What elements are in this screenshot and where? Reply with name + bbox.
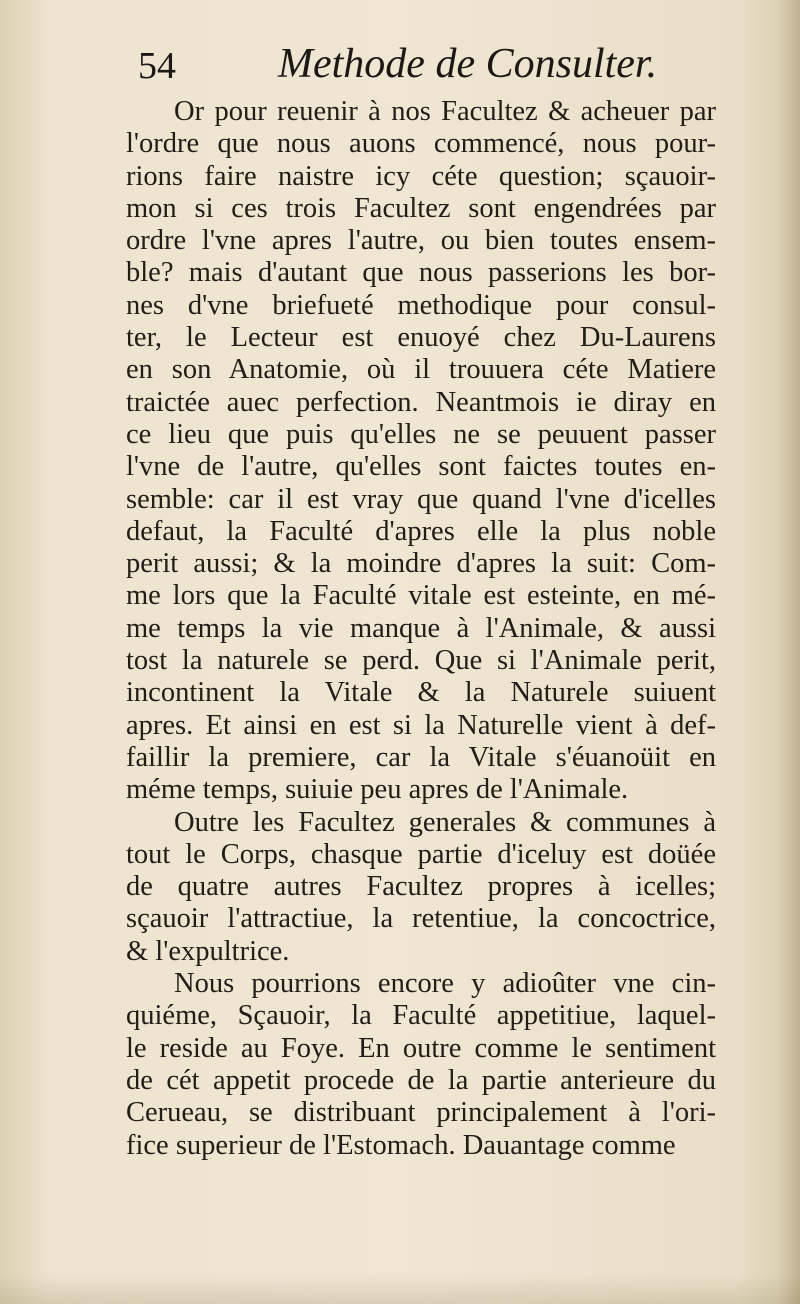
text-line: l'ordre que nous auons commencé, nous pour-	[126, 128, 716, 160]
text-line: de cét appetit procede de la partie anterieure du	[126, 1064, 716, 1096]
text-line: le reside au Foye. En outre comme le sentiment	[126, 1032, 716, 1064]
running-title: Methode de Consulter.	[278, 41, 658, 87]
text-line: tout le Corps, chasque partie d'iceluy est doüée	[126, 838, 716, 870]
page-bottom-shadow	[0, 1274, 800, 1304]
page-number: 54	[138, 45, 176, 87]
text-line: quiéme, Sçauoir, la Faculté appetitiue, laquel-	[126, 1000, 716, 1032]
text-line: Cerueau, se distribuant principalement à l'ori-	[126, 1097, 716, 1129]
body-text	[126, 96, 716, 1162]
text-line: perit aussi; & la moindre d'apres la suit: Com-	[126, 548, 716, 580]
text-line: & l'expultrice.	[126, 935, 290, 967]
text-line: mon si ces trois Facultez sont engendrées par	[126, 192, 716, 224]
text-line: ter, le Lecteur est enuoyé chez Du-Laurens	[126, 322, 716, 354]
text-line: defaut, la Faculté d'apres elle la plus noble	[126, 515, 716, 547]
text-line: ordre l'vne apres l'autre, ou bien toutes ensem-	[126, 225, 716, 257]
text-line: en son Anatomie, où il trouuera céte Matiere	[126, 354, 716, 386]
text-line: ce lieu que puis qu'elles ne se peuuent passer	[126, 418, 716, 450]
text-line: sçauoir l'attractiue, la retentiue, la concoctrice,	[126, 903, 716, 935]
paragraph	[126, 968, 716, 1162]
text-line: tost la naturele se perd. Que si l'Animale perit,	[126, 645, 716, 677]
text-line: semble: car il est vray que quand l'vne d'icelles	[126, 483, 716, 515]
text-line: Or pour reuenir à nos Facultez & acheuer par	[174, 96, 716, 127]
text-line: nes d'vne briefueté methodique pour consul-	[126, 289, 716, 321]
text-line: faillir la premiere, car la Vitale s'éuanoüit en	[126, 741, 716, 773]
text-line: incontinent la Vitale & la Naturele suiuent	[126, 677, 716, 709]
text-line: traictée auec perfection. Neantmois ie diray en	[126, 386, 716, 418]
text-line: rions faire naistre icy céte question; sçauoir-	[126, 160, 716, 192]
text-line: fice superieur de l'Estomach. Dauantage comme	[126, 1129, 676, 1161]
page-header	[138, 40, 658, 100]
text-line: me temps la vie manque à l'Animale, & aussi	[126, 612, 716, 644]
text-line: me lors que la Faculté vitale est esteinte, en mé-	[126, 580, 716, 612]
page-edge-shadow	[778, 0, 800, 1304]
text-line: de quatre autres Facultez propres à icelles;	[126, 871, 716, 903]
text-line: ble? mais d'autant que nous passerions les bor-	[126, 257, 716, 289]
paragraph	[126, 96, 716, 807]
text-line: Outre les Facultez generales & communes à	[174, 806, 716, 838]
text-line: méme temps, suiuie peu apres de l'Animale.	[126, 774, 629, 806]
paragraph	[126, 807, 716, 968]
text-line: apres. Et ainsi en est si la Naturelle vient à def-	[126, 709, 716, 741]
text-line: l'vne de l'autre, qu'elles sont faictes toutes en-	[126, 451, 716, 483]
text-line: Nous pourrions encore y adioûter vne cin-	[174, 968, 716, 1000]
